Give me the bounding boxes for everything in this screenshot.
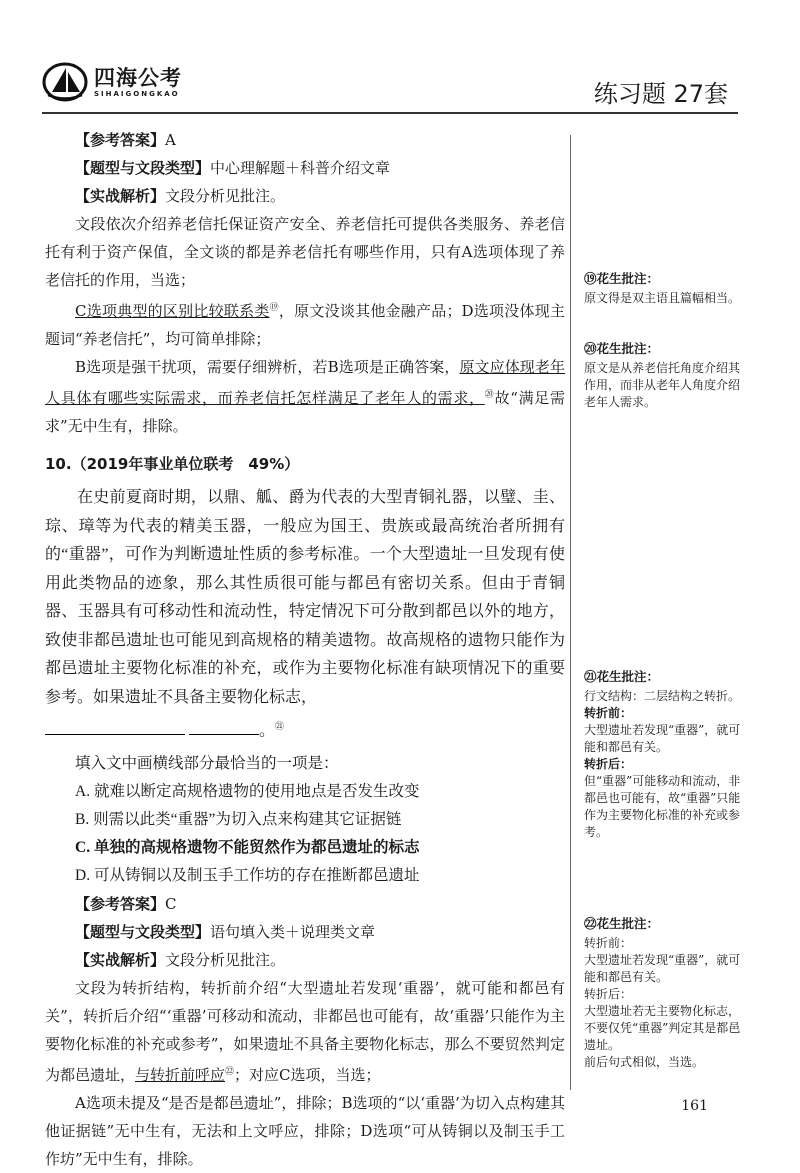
margin-note-21: ㉑花生批注： 行文结构：二层结构之转折。 转折前： 大型遗址若发现“重器”，就可能和都邑有关。 转折后： 但“重器”可能移动和流动，非都邑也可能有，故“重器”只能作为主要物化标准的补充或参考。 (584, 669, 741, 839)
q9-para-3: B选项是强干扰项，需要仔细辨析，若B选项是正确答案，原文应体现老年人具体有哪些实际需求，而养老信托怎样满足了老年人的需求，⑳故“满足需求”无中生有，排除。 (45, 358, 565, 435)
margin-note-20: ⑳花生批注： 原文是从养老信托角度介绍其作用，而非从老年人角度介绍老年人需求。 (584, 341, 741, 409)
answer-blank (45, 720, 185, 735)
page-number: 161 (681, 1098, 708, 1114)
q10-para-1: 文段为转折结构，转折前介绍“大型遗址若发现‘重器’，就可能和都邑有关”，转折后介绍“‘重器’可移动和流动，非都邑也可能有，故‘重器’只能作为主要物化标准的补充或参考”，如果遗址不具备主要物化标志，那么不要贸然判定为都邑遗址，与转折前呼应$^㉒$；对应C选项，当选； (45, 978, 565, 1084)
q10-answer-line: 【参考答案】C (75, 894, 177, 913)
q9-practice-line: 【实战解析】文段分析见批注。 (75, 187, 286, 205)
question-10 (45, 450, 565, 1173)
q9-analysis (45, 126, 565, 440)
q9-answer-line: 【参考答案】A (75, 131, 176, 149)
option-d: D. 可从铸铜以及制玉手工作坊的存在推断都邑遗址 (75, 866, 420, 884)
sailboat-logo-icon (42, 62, 88, 102)
q9-para-2: C选项典型的区别比较联系类⑲，原文没谈其他金融产品；D选项没体现主题词“养老信托”，均可简单排除； (45, 302, 565, 348)
q9-answer: A (165, 131, 176, 149)
q10-title: 10.（2019年事业单位联考 49%） (45, 455, 300, 473)
margin-note-22: ㉒花生批注： 转折前： 大型遗址若发现“重器”，就可能和都邑有关。 转折后： 大型遗址若无主要物化标志，不要仅凭“重器”判定其是都邑遗址。 前后句式相似，当选。 (584, 916, 741, 1069)
q10-prompt: 填入文中画横线部分最恰当的一项是： (75, 754, 339, 772)
q9-type-line: 【题型与文段类型】中心理解题＋科普介绍文章 (75, 159, 391, 177)
option-b: B. 则需以此类“重器”为切入点来构建其它证据链 (75, 810, 402, 828)
logo-chinese-name: 四海公考 (94, 65, 182, 90)
q10-answer: C (165, 894, 177, 913)
q10-type-line: 【题型与文段类型】语句填入类＋说理类文章 (75, 922, 376, 941)
exercise-set-title: 练习题 27套 (593, 80, 728, 108)
option-c: C. 单独的高规格遗物不能贸然作为都邑遗址的标志 (75, 838, 420, 856)
logo-english-name: SIHAIGONGKAO (94, 89, 180, 98)
margin-note-19: ⑲花生批注： 原文得是双主语且篇幅相当。 (584, 271, 741, 305)
q10-para-2: A选项未提及“是否是都邑遗址”，排除；B选项的“以‘重器’为切入点构建其他证据链”无中生有，无法和上文呼应，排除；D选项“可从铸铜以及制玉手工作坊”无中生有，排除。 (45, 1093, 565, 1168)
option-a: A. 就难以断定高规格遗物的使用地点是否发生改变 (75, 782, 420, 800)
q10-practice-line: 【实战解析】文段分析见批注。 (75, 950, 286, 969)
q10-passage: 在史前夏商时期，以鼎、觚、爵为代表的大型青铜礼器，以璧、圭、琮、璋等为代表的精美玉器，一般应为国王、贵族或最高统治者所拥有的“重器”，可作为判断遗址性质的参考标准。一个大型遗址一旦发现有使用此类物品的迹象，那么其性质很可能与都邑有密切关系。但由于青铜器、玉器具有可移动性和流动性，特定情况下可分散到都邑以外的地方，致使非都邑遗址也可能见到高规格的精美遗物。故高规格的遗物只能作为都邑遗址主要物化标准的补充，或作为主要物化标准有缺项情况下的重要参考。如果遗址不具备主要物化标志， 。$^㉑$ (45, 489, 565, 740)
q9-para-1: 文段依次介绍养老信托保证资产安全、养老信托可提供各类服务、养老信托有利于资产保值，全文谈的都是养老信托有哪些作用，只有A选项体现了养老信托的作用，当选； (45, 215, 565, 289)
margin-divider (570, 135, 571, 1090)
brand-logo (42, 62, 182, 102)
header-divider (42, 112, 738, 114)
